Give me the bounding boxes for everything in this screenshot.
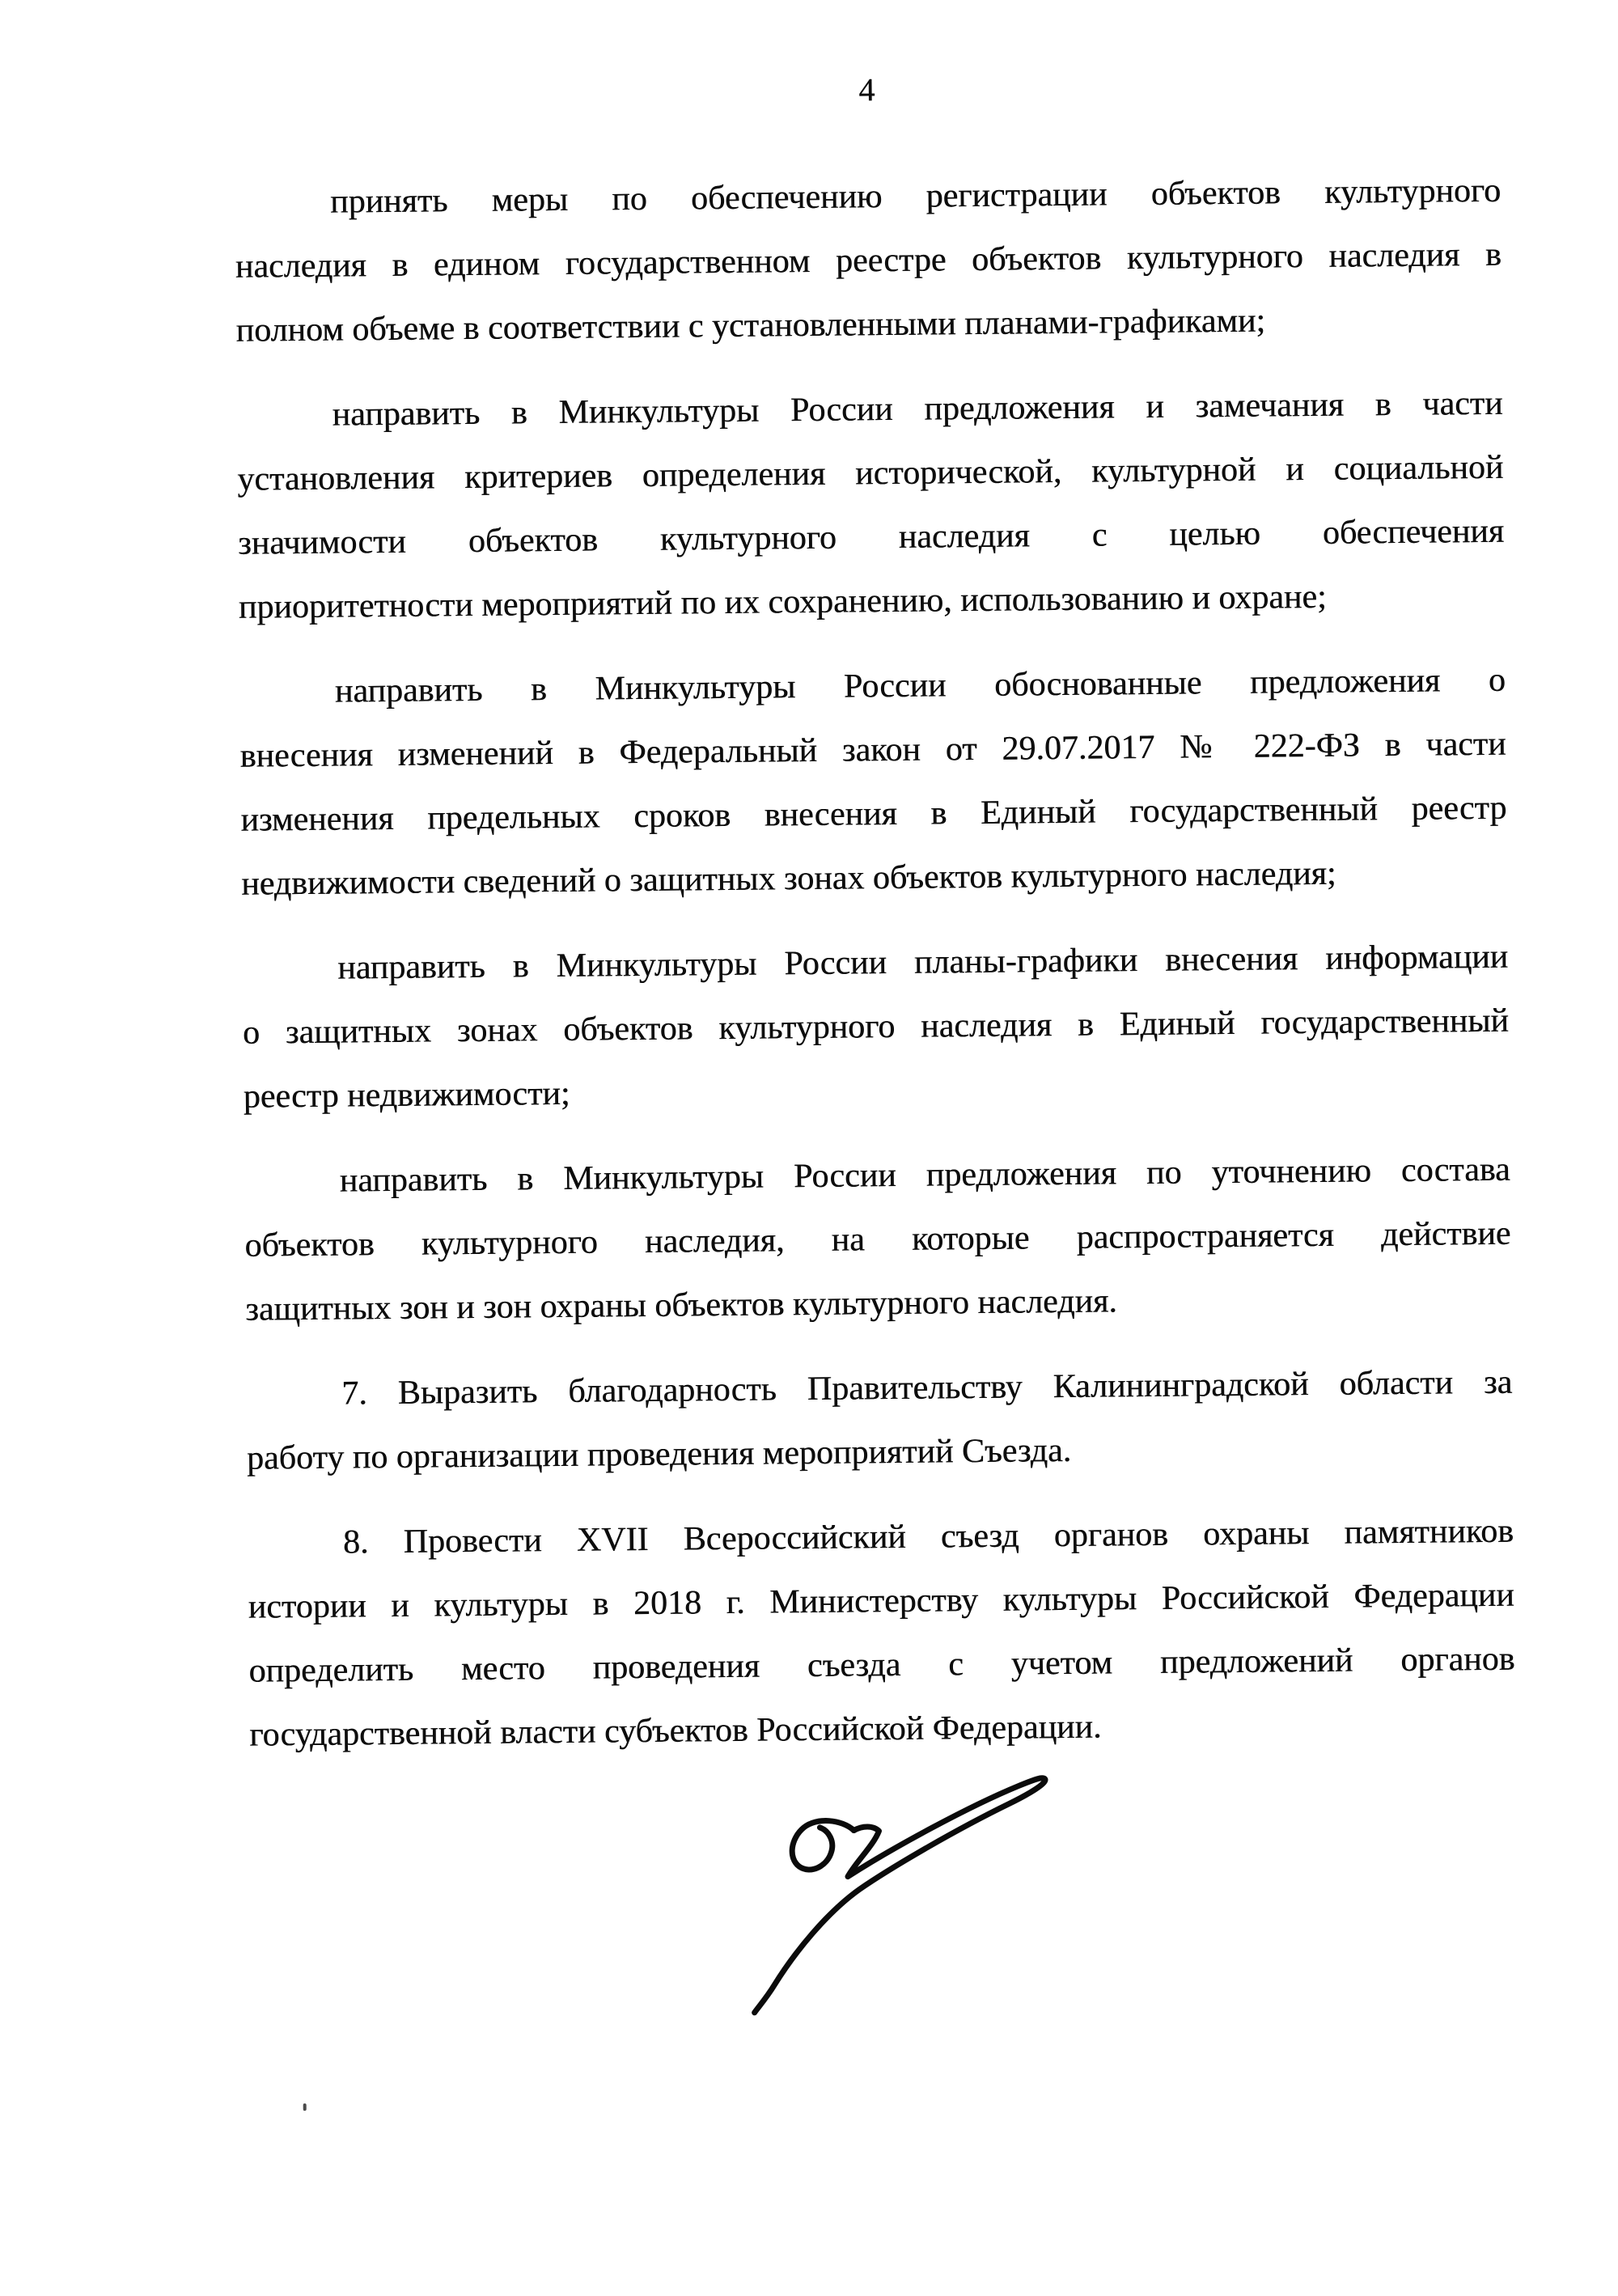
paragraph <box>242 926 1510 1129</box>
paragraph <box>244 1138 1511 1342</box>
scan-speck <box>303 2103 307 2111</box>
paragraph <box>246 1351 1513 1491</box>
text-line: 8. Провести XVII Всероссийский съезд органов охраны памятников <box>342 1512 1514 1561</box>
paragraph <box>236 372 1505 640</box>
text-line: направить в Минкультуры России обоснованные предложения о <box>334 661 1506 710</box>
text-line: наследия в едином государственном реестре объектов культурного наследия в <box>235 235 1502 286</box>
text-line: 7. Выразить благодарность Правительству Калининградской области за <box>341 1363 1513 1413</box>
text-line: внесения изменений в Федеральный закон от 29.07.2017 № 222-ФЗ в части <box>239 725 1506 775</box>
text-line: направить в Минкультуры России предложения и замечания в части <box>332 384 1503 434</box>
document-body <box>235 159 1516 1768</box>
paragraph <box>239 649 1508 917</box>
text-line: определить место проведения съезда с учетом предложений органов <box>248 1640 1515 1690</box>
text-line: направить в Минкультуры России предложения по уточнению состава <box>339 1150 1510 1200</box>
paragraph <box>235 159 1502 363</box>
text-line: установления критериев определения исторической, культурной и социальной <box>237 448 1504 498</box>
text-line: истории и культуры в 2018 г. Министерству культуры Российской Федерации <box>248 1576 1514 1626</box>
page-number: 4 <box>858 71 875 108</box>
text-line: изменения предельных сроков внесения в Единый государственный реестр <box>240 789 1507 839</box>
text-line: направить в Минкультуры России планы-графики внесения информации <box>337 938 1509 987</box>
text-line: недвижимости сведений о защитных зонах объектов культурного наследия; <box>240 854 1336 903</box>
text-line: работу по организации проведения мероприятий Съезда. <box>246 1431 1072 1477</box>
text-line: значимости объектов культурного наследия с целью обеспечения <box>237 512 1505 562</box>
paragraph <box>248 1500 1516 1768</box>
text-line: реестр недвижимости; <box>243 1074 570 1116</box>
text-line: о защитных зонах объектов культурного наследия в Единый государственный <box>242 1002 1510 1052</box>
signature-flourish-stroke <box>752 1778 1048 2013</box>
text-line: объектов культурного наследия, на которые распространяется действие <box>244 1214 1511 1264</box>
text-line: принять меры по обеспечению регистрации объектов культурного <box>329 172 1502 221</box>
text-line: полном объеме в соответствии с установленными планами-графиками; <box>235 302 1266 349</box>
text-line: защитных зон и зон охраны объектов культурного наследия. <box>245 1282 1118 1328</box>
text-line: государственной власти субъектов Российской Федерации. <box>249 1708 1102 1754</box>
text-line: приоритетности мероприятий по их сохранению, использованию и охране; <box>238 578 1327 626</box>
signature-icon <box>719 1753 1078 2031</box>
signature-curl-stroke <box>792 1820 854 1870</box>
